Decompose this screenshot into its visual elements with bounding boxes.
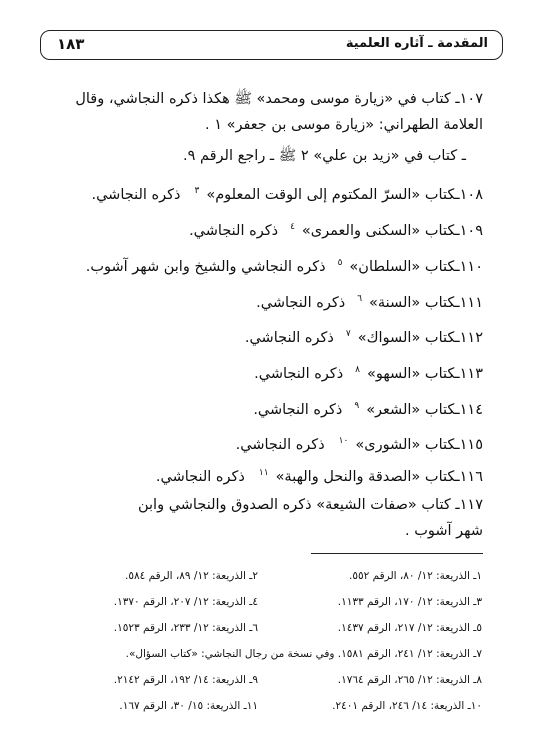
header-title: المقدمة ـ آثاره العلمية bbox=[345, 36, 488, 51]
entry-title: كتاب «السهو» bbox=[367, 365, 456, 382]
entry-number: ١١٢ـ bbox=[455, 329, 483, 346]
entry-note: ذكره النجاشي. bbox=[189, 222, 279, 239]
entry-number: ١١٦ـ bbox=[455, 468, 483, 485]
entry-line: شهر آشوب . bbox=[405, 523, 483, 539]
footnote: ١١ـ الذريعة: ١٥/ ٣٠، الرقم ١٦٧. bbox=[119, 700, 258, 712]
entry-line bbox=[156, 462, 483, 488]
entry-line bbox=[253, 395, 483, 421]
footnote: ٦ـ الذريعة: ١٢/ ٢٣٣، الرقم ١٥٢٣. bbox=[113, 622, 258, 634]
footnote: ٥ـ الذريعة: ١٢/ ٢١٧، الرقم ١٤٣٧. bbox=[337, 622, 482, 634]
footnote-ref: ٥ bbox=[337, 258, 343, 268]
footnote: ٨ـ الذريعة: ١٢/ ٢٦٥، الرقم ١٧٦٤. bbox=[337, 674, 482, 686]
footnote: ٣ـ الذريعة: ١٢/ ١٧٠، الرقم ١١٣٣. bbox=[337, 596, 482, 608]
footnote: ٧ـ الذريعة: ١٢/ ٢٤١، الرقم ١٥٨١. وفي نسخة من رجال النجاشي: «كتاب السؤال». bbox=[125, 648, 482, 660]
entry-line bbox=[245, 323, 483, 349]
entry-note: ذكره النجاشي. bbox=[254, 365, 344, 382]
footnote: ١٠ـ الذريعة: ١٤/ ٢٤٦، الرقم ٢٤٠١. bbox=[332, 700, 482, 712]
entry-note: ذكره النجاشي والشيخ وابن شهر آشوب. bbox=[85, 258, 326, 275]
entry-line bbox=[256, 288, 483, 314]
entry-number: ١١٤ـ bbox=[455, 401, 483, 418]
footnote-ref: ٤ bbox=[290, 222, 295, 232]
page-number: ١٨٣ bbox=[57, 35, 85, 53]
entry-title: كتاب «السنة» bbox=[369, 294, 456, 311]
entry-line bbox=[91, 180, 483, 206]
entry-title: كتاب «السرّ المكتوم إلى الوقت المعلوم» bbox=[206, 186, 456, 203]
entry-line bbox=[236, 430, 483, 456]
footnote-ref: ٣ bbox=[194, 186, 200, 196]
entry-number: ١٠٩ـ bbox=[455, 222, 483, 239]
entry-title: كتاب «الصدقة والنحل والهبة» bbox=[275, 468, 456, 485]
entry-note: ذكره النجاشي. bbox=[256, 294, 346, 311]
entry-line: ١١٧ـ كتاب «صفات الشيعة» ذكره الصدوق والنجاشي وابن bbox=[137, 497, 483, 513]
entry-line bbox=[254, 359, 483, 385]
running-header bbox=[40, 30, 503, 60]
entry-title: كتاب «السلطان» bbox=[349, 258, 456, 275]
entry-title: كتاب «السواك» bbox=[357, 329, 456, 346]
entry-line bbox=[86, 252, 483, 278]
footnote: ٩ـ الذريعة: ١٤/ ١٩٢، الرقم ٢١٤٢. bbox=[113, 674, 258, 686]
footnote-ref: ٨ bbox=[355, 365, 361, 375]
footnote-ref: ١٠ bbox=[338, 436, 349, 446]
entry-note: ذكره النجاشي. bbox=[235, 436, 325, 453]
entry-note: ذكره النجاشي. bbox=[244, 329, 334, 346]
footnote-separator bbox=[311, 553, 483, 554]
entry-line: العلامة الطهراني: «زيارة موسى بن جعفر» ١ . bbox=[204, 117, 483, 133]
entry-title: كتاب «الشعر» bbox=[366, 401, 456, 418]
entry-number: ١٠٨ـ bbox=[455, 186, 483, 203]
footnote-ref: ٩ bbox=[354, 401, 360, 411]
footnote-ref: ١١ bbox=[258, 468, 269, 478]
footnote: ٤ـ الذريعة: ١٢/ ٢٠٧، الرقم ١٣٧٠. bbox=[113, 596, 258, 608]
footnote: ١ـ الذريعة: ١٢/ ٨٠، الرقم ٥٥٢. bbox=[349, 570, 482, 582]
entry-note: ذكره النجاشي. bbox=[155, 468, 245, 485]
entry-note: ذكره النجاشي. bbox=[253, 401, 343, 418]
footnote: ٢ـ الذريعة: ١٢/ ٨٩، الرقم ٥٨٤. bbox=[125, 570, 258, 582]
entry-title: كتاب «الشورى» bbox=[355, 436, 456, 453]
entry-line: ـ كتاب في «زيد بن علي» ٢ ﷺ ـ راجع الرقم ٩. bbox=[182, 148, 466, 164]
entry-number: ١١٣ـ bbox=[455, 365, 483, 382]
entry-note: ذكره النجاشي. bbox=[91, 186, 181, 203]
entry-number: ١١١ـ bbox=[455, 294, 483, 311]
entry-number: ١١٠ـ bbox=[455, 258, 483, 275]
footnote-ref: ٦ bbox=[357, 294, 363, 304]
entry-line bbox=[189, 216, 483, 242]
entry-number: ١١٥ـ bbox=[455, 436, 483, 453]
footnote-ref: ٧ bbox=[345, 329, 351, 339]
entry-line: ١٠٧ـ كتاب في «زيارة موسى ومحمد» ﷺ هكذا ذكره النجاشي، وقال bbox=[75, 91, 483, 107]
entry-title: كتاب «السكنى والعمرى» bbox=[301, 222, 456, 239]
